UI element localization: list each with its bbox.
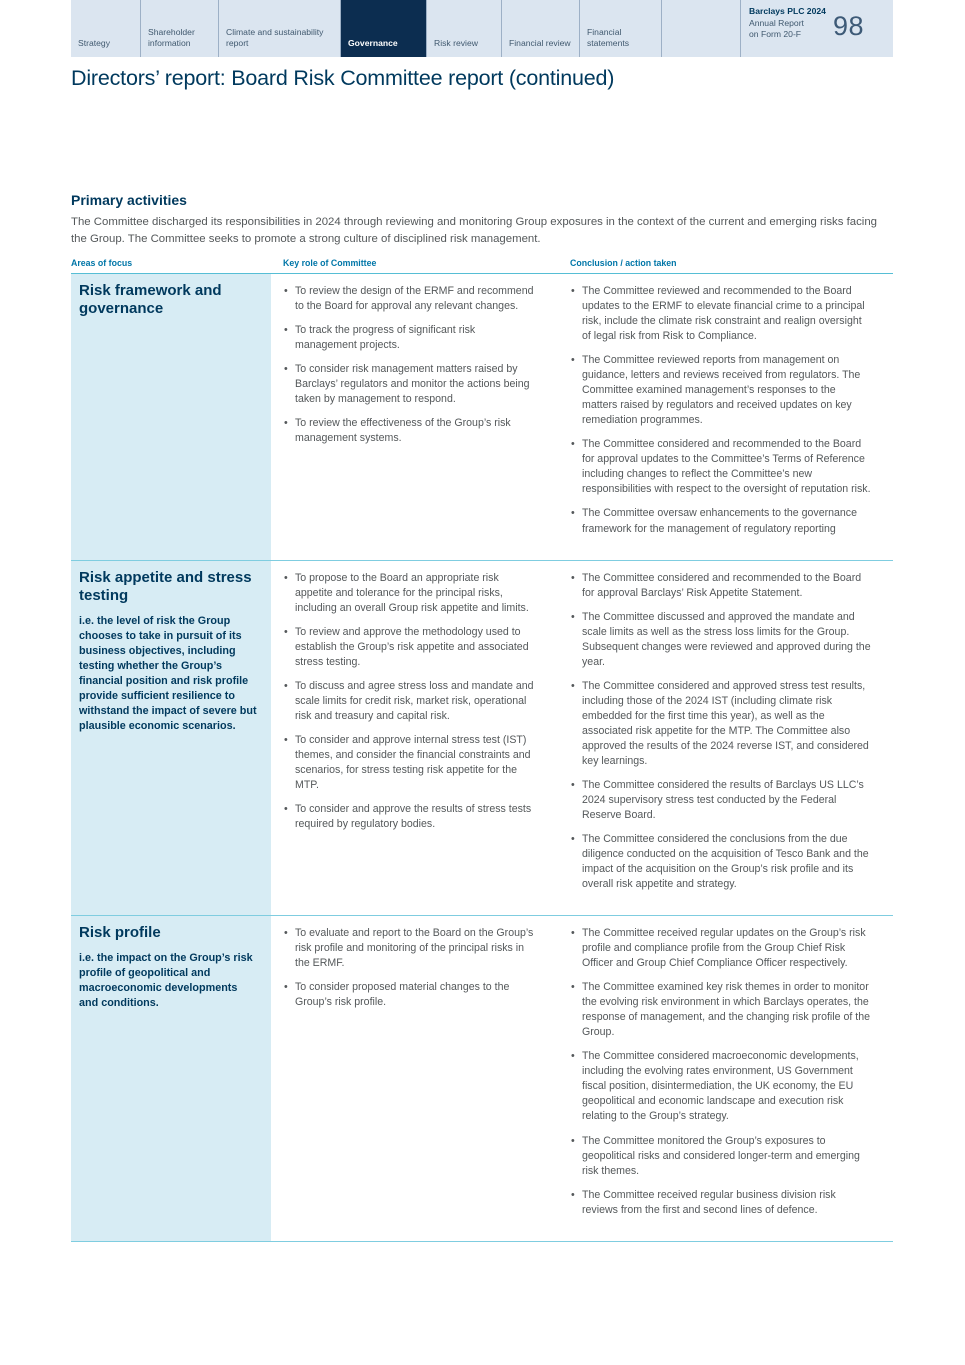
key-role-cell xyxy=(271,916,558,1241)
tab-shareholder-information[interactable] xyxy=(140,0,218,57)
key-role-item: • To propose to the Board an appropriate risk appetite and tolerance for the principal risks, including an overall Group risk appetite and limits. xyxy=(283,571,538,616)
tab-label: Financial review xyxy=(509,38,571,49)
report-subtitle-line1: Annual Report xyxy=(749,17,804,28)
column-header-conclusion: Conclusion / action taken xyxy=(570,258,677,269)
conclusion-item: • The Committee considered and approved stress test results, including those of the 2024 IST (including climate risk embedded for the first time this year), as well as the associated risk appetite for the MTP. The Committee also approved the results of the 2024 reverse IST, and considered key learnings. xyxy=(570,679,873,769)
report-info xyxy=(740,0,833,57)
conclusion-item: • The Committee discussed and approved the mandate and scale limits as well as the stress loss limits for the Group. Subsequent changes were reviewed and approved during the year. xyxy=(570,610,873,670)
conclusion-cell-list xyxy=(570,571,873,893)
key-role-item: • To consider risk management matters raised by Barclays’ regulators and monitor the actions being taken by management to respond. xyxy=(283,362,538,407)
area-of-focus-cell xyxy=(71,561,271,916)
key-role-item: • To discuss and agree stress loss and mandate and scale limits for credit risk, market risk, operational risk and treasury and capital risk. xyxy=(283,679,538,724)
key-role-cell-list xyxy=(283,926,538,1010)
key-role-cell-list xyxy=(283,571,538,832)
key-role-item: • To review the effectiveness of the Group’s risk management systems. xyxy=(283,416,538,446)
key-role-item: • To evaluate and report to the Board on the Group’s risk profile and monitoring of the principal risks in the ERMF. xyxy=(283,926,538,971)
tab-label: Shareholder information xyxy=(148,26,195,49)
key-role-item: • To track the progress of significant risk management projects. xyxy=(283,323,538,353)
section-intro: The Committee discharged its responsibilities in 2024 through reviewing and monitoring Group exposures in the context of the current and emerging risks facing the Group. The Committee seeks to promote a strong culture of disciplined risk management. xyxy=(71,216,877,245)
conclusion-cell-list xyxy=(570,926,873,1218)
tab-label: Financial statements xyxy=(587,26,630,49)
section-heading: Primary activities xyxy=(71,192,187,208)
tab-financial-statements[interactable] xyxy=(579,0,661,57)
conclusion-cell xyxy=(558,274,893,559)
header-tabs xyxy=(71,0,661,57)
page-title: Directors’ report: Board Risk Committee report (continued) xyxy=(71,66,615,90)
report-title: Barclays PLC 2024 xyxy=(749,6,826,16)
tab-climate-and-sustainability-report[interactable] xyxy=(218,0,340,57)
area-title: Risk profile xyxy=(79,924,161,942)
key-role-item: • To consider and approve the results of stress tests required by regulatory bodies. xyxy=(283,802,538,832)
key-role-item: • To review the design of the ERMF and recommend to the Board for approval any relevant changes. xyxy=(283,284,538,314)
area-title: Risk framework and governance xyxy=(79,282,222,318)
table-row xyxy=(71,274,893,560)
conclusion-item: • The Committee reviewed and recommended to the Board updates to the ERMF to elevate financial crime to a principal risk, include the climate risk constraint and realign oversight of legal risk from Risk to Compliance. xyxy=(570,284,873,344)
conclusion-item: • The Committee considered macroeconomic developments, including the evolving rates environment, US Government fiscal position, disintermediation, the UK economy, the EU geopolitical and economic landscape and execution risk relating to the Group’s strategy. xyxy=(570,1049,873,1124)
conclusion-cell xyxy=(558,916,893,1241)
conclusion-item: • The Committee reviewed reports from management on guidance, letters and reviews received from regulators. The Committee examined management’s responses to the matters raised by regulators and received updates on key remediation programmes. xyxy=(570,353,873,428)
tab-risk-review[interactable] xyxy=(426,0,501,57)
conclusion-item: • The Committee considered and recommended to the Board for approval Barclays’ Risk Appetite Statement. xyxy=(570,571,873,601)
area-note: i.e. the impact on the Group’s risk profile of geopolitical and macroeconomic developments and conditions. xyxy=(79,952,253,1010)
tab-label: Climate and sustainability report xyxy=(226,26,324,49)
table-body xyxy=(71,274,893,1242)
area-title: Risk appetite and stress testing xyxy=(79,568,252,604)
nav-spacer xyxy=(661,0,740,57)
key-role-item: • To consider proposed material changes to the Group’s risk profile. xyxy=(283,980,538,1010)
conclusion-item: • The Committee received regular updates on the Group’s risk profile and compliance profile from the Group Chief Risk Officer and Group Chief Compliance Officer respectively. xyxy=(570,926,873,971)
table-row xyxy=(71,916,893,1242)
column-header-areas-of-focus: Areas of focus xyxy=(71,258,133,269)
conclusion-item: • The Committee oversaw enhancements to the governance framework for the management of regulatory reporting xyxy=(570,506,873,536)
area-note: i.e. the level of risk the Group chooses to take in pursuit of its business objectives, including testing whether the Group’s financial position and risk profile provide sufficient resilience to withstand the impact of severe but plausible economic scenarios. xyxy=(79,614,257,733)
conclusion-item: • The Committee monitored the Group’s exposures to geopolitical risks and considered longer-term and emerging risk themes. xyxy=(570,1134,873,1179)
conclusion-item: • The Committee considered the results of Barclays US LLC’s 2024 supervisory stress test conducted by the Federal Reserve Board. xyxy=(570,778,873,823)
key-role-cell xyxy=(271,561,558,916)
area-of-focus-cell xyxy=(71,916,271,1241)
conclusion-item: • The Committee considered and recommended to the Board for approval updates to the Committee’s Terms of Reference including changes to reflect the Committee’s new responsibilities with respect to the oversight of reputation risk. xyxy=(570,437,873,497)
table-row xyxy=(71,561,893,917)
conclusion-item: • The Committee examined key risk themes in order to monitor the evolving risk environment in which Barclays operates, the response of management, and the changing risk profile of the Group. xyxy=(570,980,873,1040)
tab-financial-review[interactable] xyxy=(501,0,579,57)
tab-label: Governance xyxy=(348,38,398,49)
column-header-key-role: Key role of Committee xyxy=(283,258,377,269)
report-subtitle-line2: on Form 20-F xyxy=(749,29,802,40)
area-of-focus-cell xyxy=(71,274,271,559)
primary-activities-table xyxy=(71,258,893,1242)
top-navigation xyxy=(71,0,893,57)
conclusion-item: • The Committee considered the conclusions from the due diligence conducted on the acquisition of Tesco Bank and the impact of the acquisition on the Group’s risk profile and its overall risk appetite and strategy. xyxy=(570,832,873,892)
key-role-item: • To review and approve the methodology used to establish the Group’s risk appetite and associated stress testing. xyxy=(283,625,538,670)
conclusion-cell-list xyxy=(570,284,873,536)
tab-label: Risk review xyxy=(434,38,478,49)
page-number: 98 xyxy=(833,11,865,41)
tab-label: Strategy xyxy=(78,38,111,49)
conclusion-cell xyxy=(558,561,893,916)
tab-strategy[interactable] xyxy=(71,0,140,57)
tab-governance[interactable] xyxy=(340,0,426,57)
key-role-item: • To consider and approve internal stress test (IST) themes, and consider the financial constraints and scenarios, for stress testing risk appetite for the MTP. xyxy=(283,733,538,793)
table-header-row xyxy=(71,258,893,274)
key-role-cell xyxy=(271,274,558,559)
key-role-cell-list xyxy=(283,284,538,446)
conclusion-item: • The Committee received regular business division risk reviews from the first and second lines of defence. xyxy=(570,1188,873,1218)
